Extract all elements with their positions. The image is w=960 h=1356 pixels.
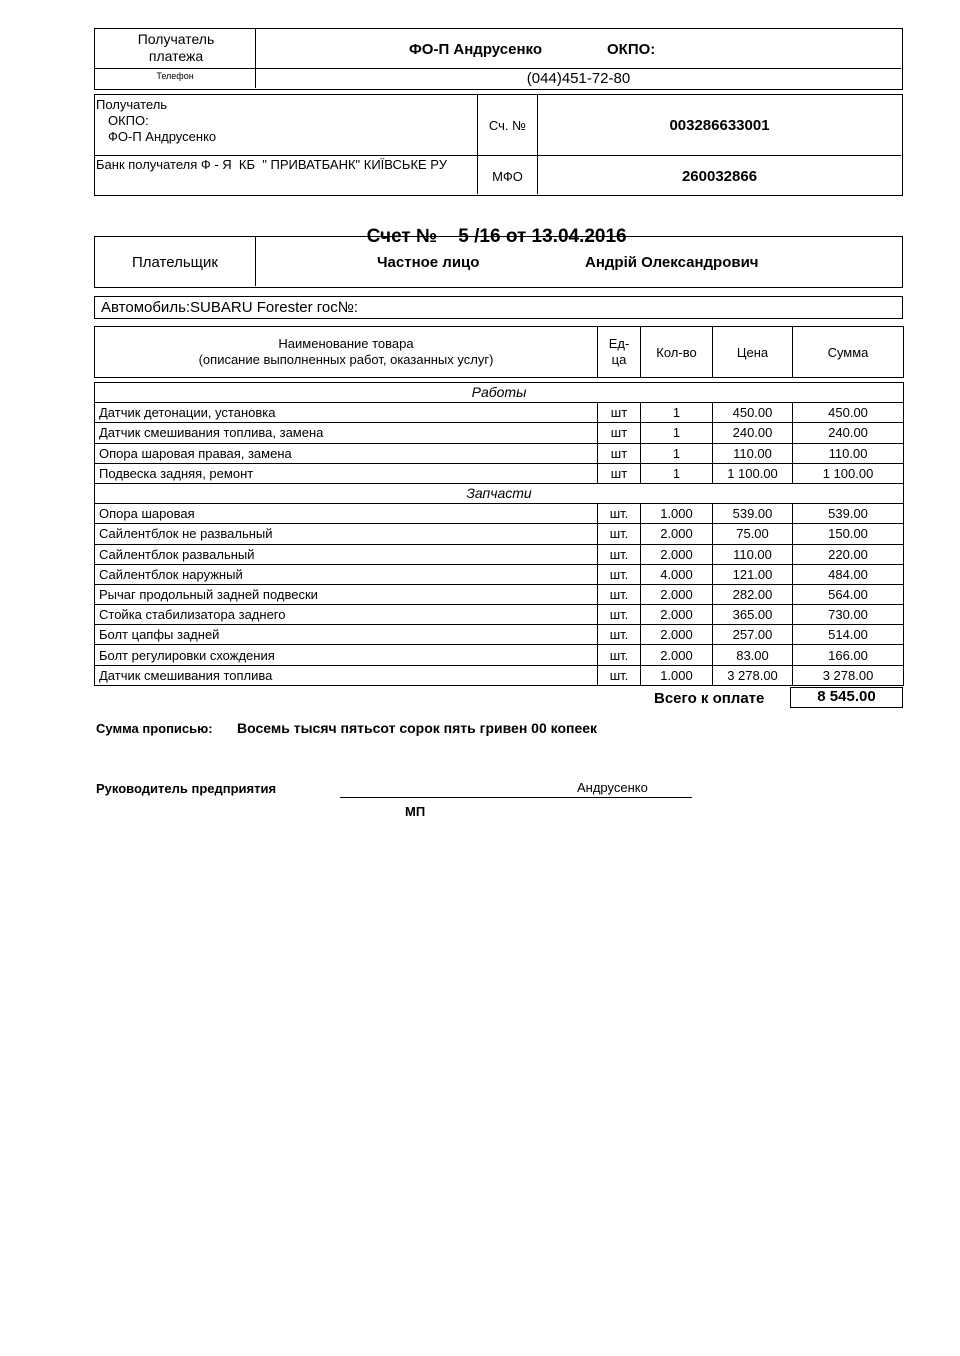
account-label: Сч. №: [488, 118, 527, 133]
item-unit: шт: [598, 403, 641, 423]
items-table: [94, 382, 904, 686]
mfo-value: 260032866: [681, 168, 758, 185]
bank-recipient-name: ФО-П Андрусенко: [108, 129, 217, 144]
bank-name: Банк получателя Ф - Я КБ " ПРИВАТБАНК" КИЇВСЬКЕ РУ: [96, 157, 447, 172]
signature-name: Андрусенко: [577, 780, 648, 795]
item-unit: шт: [598, 423, 641, 443]
item-name: Датчик детонации, установка: [95, 403, 598, 423]
invoice-title-prefix: Счет №: [366, 226, 438, 247]
section-row: [95, 383, 904, 403]
signature-line: [340, 797, 692, 798]
item-name: Датчик смешивания топлива, замена: [95, 423, 598, 443]
car-text: Автомобиль:SUBARU Forester гос№:: [101, 299, 358, 316]
okpo-label: ОКПО:: [607, 41, 656, 58]
item-price: 83.00: [713, 645, 793, 665]
item-qty: 2.000: [641, 524, 713, 544]
item-sum: 539.00: [793, 504, 904, 524]
item-qty: 2.000: [641, 544, 713, 564]
item-unit: шт.: [598, 544, 641, 564]
items-table-header: [94, 326, 904, 378]
item-price: 75.00: [713, 524, 793, 544]
item-sum: 514.00: [793, 625, 904, 645]
amount-words-label: Сумма прописью:: [96, 721, 213, 736]
item-qty: 1.000: [641, 504, 713, 524]
signature-label: Руководитель предприятия: [96, 781, 277, 796]
item-name: Болт цапфы задней: [95, 625, 598, 645]
header-qty: Кол-во: [641, 327, 713, 378]
item-sum: 166.00: [793, 645, 904, 665]
item-unit: шт: [598, 443, 641, 463]
item-qty: 1: [641, 403, 713, 423]
item-qty: 2.000: [641, 584, 713, 604]
stamp-label: МП: [405, 804, 426, 819]
table-row: [95, 564, 904, 584]
item-price: 110.00: [713, 544, 793, 564]
mfo-label: МФО: [492, 169, 523, 184]
item-unit: шт.: [598, 665, 641, 685]
item-sum: 150.00: [793, 524, 904, 544]
header-sum: Сумма: [793, 327, 904, 378]
item-unit: шт.: [598, 524, 641, 544]
header-unit: Ед- ца: [598, 327, 641, 378]
table-row: [95, 584, 904, 604]
item-price: 257.00: [713, 625, 793, 645]
item-sum: 110.00: [793, 443, 904, 463]
item-price: 110.00: [713, 443, 793, 463]
item-unit: шт.: [598, 625, 641, 645]
item-name: Опора шаровая правая, замена: [95, 443, 598, 463]
item-price: 365.00: [713, 605, 793, 625]
payer-label: Плательщик: [132, 254, 218, 271]
car-line: [94, 296, 903, 319]
item-sum: 3 278.00: [793, 665, 904, 685]
table-row: [95, 504, 904, 524]
item-unit: шт.: [598, 605, 641, 625]
item-qty: 1.000: [641, 665, 713, 685]
phone-value: (044)451-72-80: [526, 70, 631, 87]
table-row: [95, 665, 904, 685]
item-price: 121.00: [713, 564, 793, 584]
item-name: Датчик смешивания топлива: [95, 665, 598, 685]
item-name: Стойка стабилизатора заднего: [95, 605, 598, 625]
item-price: 240.00: [713, 423, 793, 443]
item-sum: 564.00: [793, 584, 904, 604]
table-row: [95, 645, 904, 665]
item-sum: 730.00: [793, 605, 904, 625]
bank-recipient-label: Получатель: [96, 97, 168, 112]
item-price: 282.00: [713, 584, 793, 604]
item-sum: 450.00: [793, 403, 904, 423]
item-name: Сайлентблок развальный: [95, 544, 598, 564]
header-name: [95, 327, 598, 378]
header-name-subtitle: (описание выполненных работ, оказанных услуг): [198, 352, 494, 367]
amount-words-text: Восемь тысяч пятьсот сорок пять гривен 00 копеек: [237, 720, 598, 736]
item-unit: шт: [598, 463, 641, 483]
table-row: [95, 443, 904, 463]
table-row: [95, 423, 904, 443]
item-unit: шт.: [598, 504, 641, 524]
item-name: Сайлентблок наружный: [95, 564, 598, 584]
item-qty: 2.000: [641, 645, 713, 665]
table-row: [95, 524, 904, 544]
total-label: Всего к оплате: [654, 690, 765, 707]
item-name: Подвеска задняя, ремонт: [95, 463, 598, 483]
item-qty: 1: [641, 423, 713, 443]
item-qty: 2.000: [641, 625, 713, 645]
item-qty: 4.000: [641, 564, 713, 584]
account-number: 003286633001: [669, 117, 770, 134]
item-sum: 1 100.00: [793, 463, 904, 483]
table-row: [95, 544, 904, 564]
recipient-name: ФО-П Андрусенко: [409, 41, 542, 58]
invoice-title-number: 5 /16 от 13.04.2016: [458, 226, 627, 247]
item-name: Болт регулировки схождения: [95, 645, 598, 665]
item-price: 450.00: [713, 403, 793, 423]
section-title: Запчасти: [95, 483, 904, 503]
item-unit: шт.: [598, 584, 641, 604]
item-qty: 1: [641, 443, 713, 463]
item-price: 3 278.00: [713, 665, 793, 685]
item-sum: 484.00: [793, 564, 904, 584]
table-row: [95, 605, 904, 625]
recipient-block: [94, 28, 903, 90]
payer-block: [94, 236, 903, 288]
header-name-title: Наименование товара: [278, 336, 414, 351]
recipient-label: Получатель платежа: [137, 31, 215, 64]
bank-block: [94, 94, 903, 196]
table-row: [95, 463, 904, 483]
item-name: Сайлентблок не развальный: [95, 524, 598, 544]
total-value: 8 545.00: [790, 687, 903, 708]
item-name: Рычаг продольный задней подвески: [95, 584, 598, 604]
payer-name: Андрій Олександрович: [585, 254, 759, 271]
item-name: Опора шаровая: [95, 504, 598, 524]
phone-label: Телефон: [156, 71, 194, 81]
bank-okpo-label: ОКПО:: [108, 113, 149, 128]
item-sum: 240.00: [793, 423, 904, 443]
section-row: [95, 483, 904, 503]
item-unit: шт.: [598, 564, 641, 584]
item-price: 1 100.00: [713, 463, 793, 483]
header-price: Цена: [713, 327, 793, 378]
item-unit: шт.: [598, 645, 641, 665]
section-title: Работы: [95, 383, 904, 403]
table-row: [95, 625, 904, 645]
item-qty: 2.000: [641, 605, 713, 625]
item-price: 539.00: [713, 504, 793, 524]
item-qty: 1: [641, 463, 713, 483]
table-row: [95, 403, 904, 423]
payer-type: Частное лицо: [377, 254, 480, 271]
item-sum: 220.00: [793, 544, 904, 564]
